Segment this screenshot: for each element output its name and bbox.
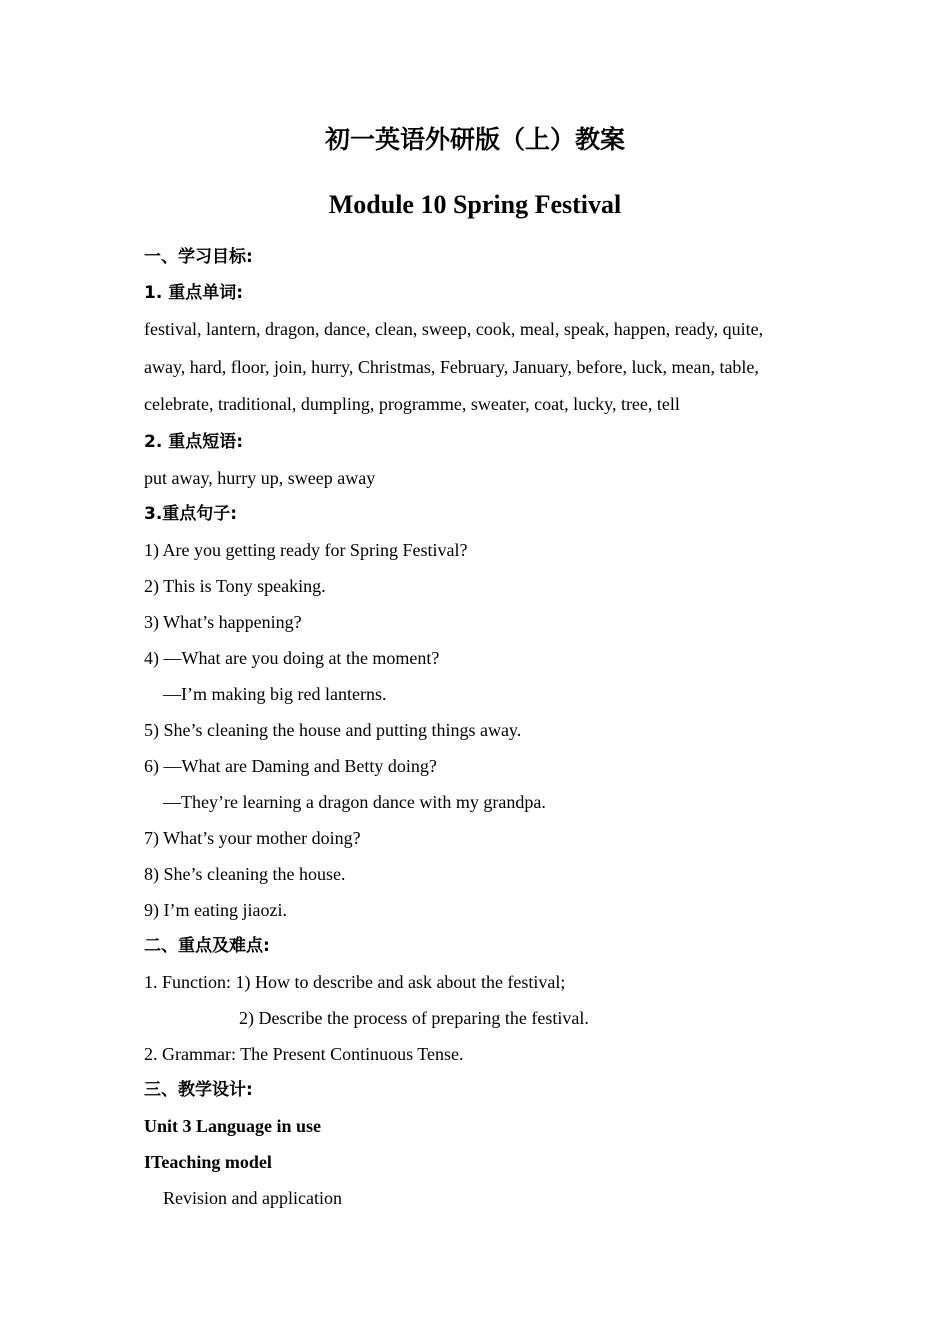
vocab-line-2: away, hard, floor, join, hurry, Christmas, February, January, before, luck, mean, table, (144, 356, 759, 377)
sentence-item-answer: —I’m making big red lanterns. (163, 683, 387, 704)
section-heading-key-points: 二、重点及难点: (144, 935, 270, 956)
sentence-item-answer: —They’re learning a dragon dance with my grandpa. (163, 791, 546, 812)
document-title-chinese: 初一英语外研版（上）教案 (324, 125, 625, 154)
function-line: 1. Function: 1) How to describe and ask about the festival; (144, 971, 566, 992)
grammar-line: 2. Grammar: The Present Continuous Tense. (144, 1043, 464, 1064)
sentence-heading: 3.重点句子: (144, 503, 238, 524)
vocab-heading: 1. 重点单词: (144, 283, 244, 303)
document-title-english: Module 10 Spring Festival (328, 190, 622, 219)
teaching-model-text: Revision and application (163, 1187, 342, 1208)
sentence-item: 7) What’s your mother doing? (144, 827, 361, 848)
sentence-item: 1) Are you getting ready for Spring Festival? (144, 539, 468, 560)
sentence-item: 6) —What are Daming and Betty doing? (144, 755, 437, 776)
vocab-line-3: celebrate, traditional, dumpling, programme, sweater, coat, lucky, tree, tell (144, 394, 680, 414)
section-heading-objectives: 一、学习目标: (144, 247, 253, 267)
sentence-item: 4) —What are you doing at the moment? (144, 647, 440, 668)
document-body (144, 239, 824, 1216)
section-heading-teaching-design: 三、教学设计: (144, 1079, 253, 1100)
vocab-line-1: festival, lantern, dragon, dance, clean, sweep, cook, meal, speak, happen, ready, quite, (144, 319, 764, 339)
sentence-item: 2) This is Tony speaking. (144, 575, 326, 596)
function-line-continued: 2) Describe the process of preparing the festival. (239, 1007, 589, 1028)
sentence-item: 5) She’s cleaning the house and putting things away. (144, 719, 522, 740)
sentence-item: 3) What’s happening? (144, 611, 302, 632)
sentence-item: 8) She’s cleaning the house. (144, 863, 346, 884)
teaching-model-heading: ITeaching model (144, 1151, 272, 1172)
unit-heading: Unit 3 Language in use (144, 1115, 322, 1136)
phrase-list: put away, hurry up, sweep away (144, 467, 376, 488)
phrase-heading: 2. 重点短语: (144, 431, 244, 452)
sentence-item: 9) I’m eating jiaozi. (144, 899, 287, 920)
